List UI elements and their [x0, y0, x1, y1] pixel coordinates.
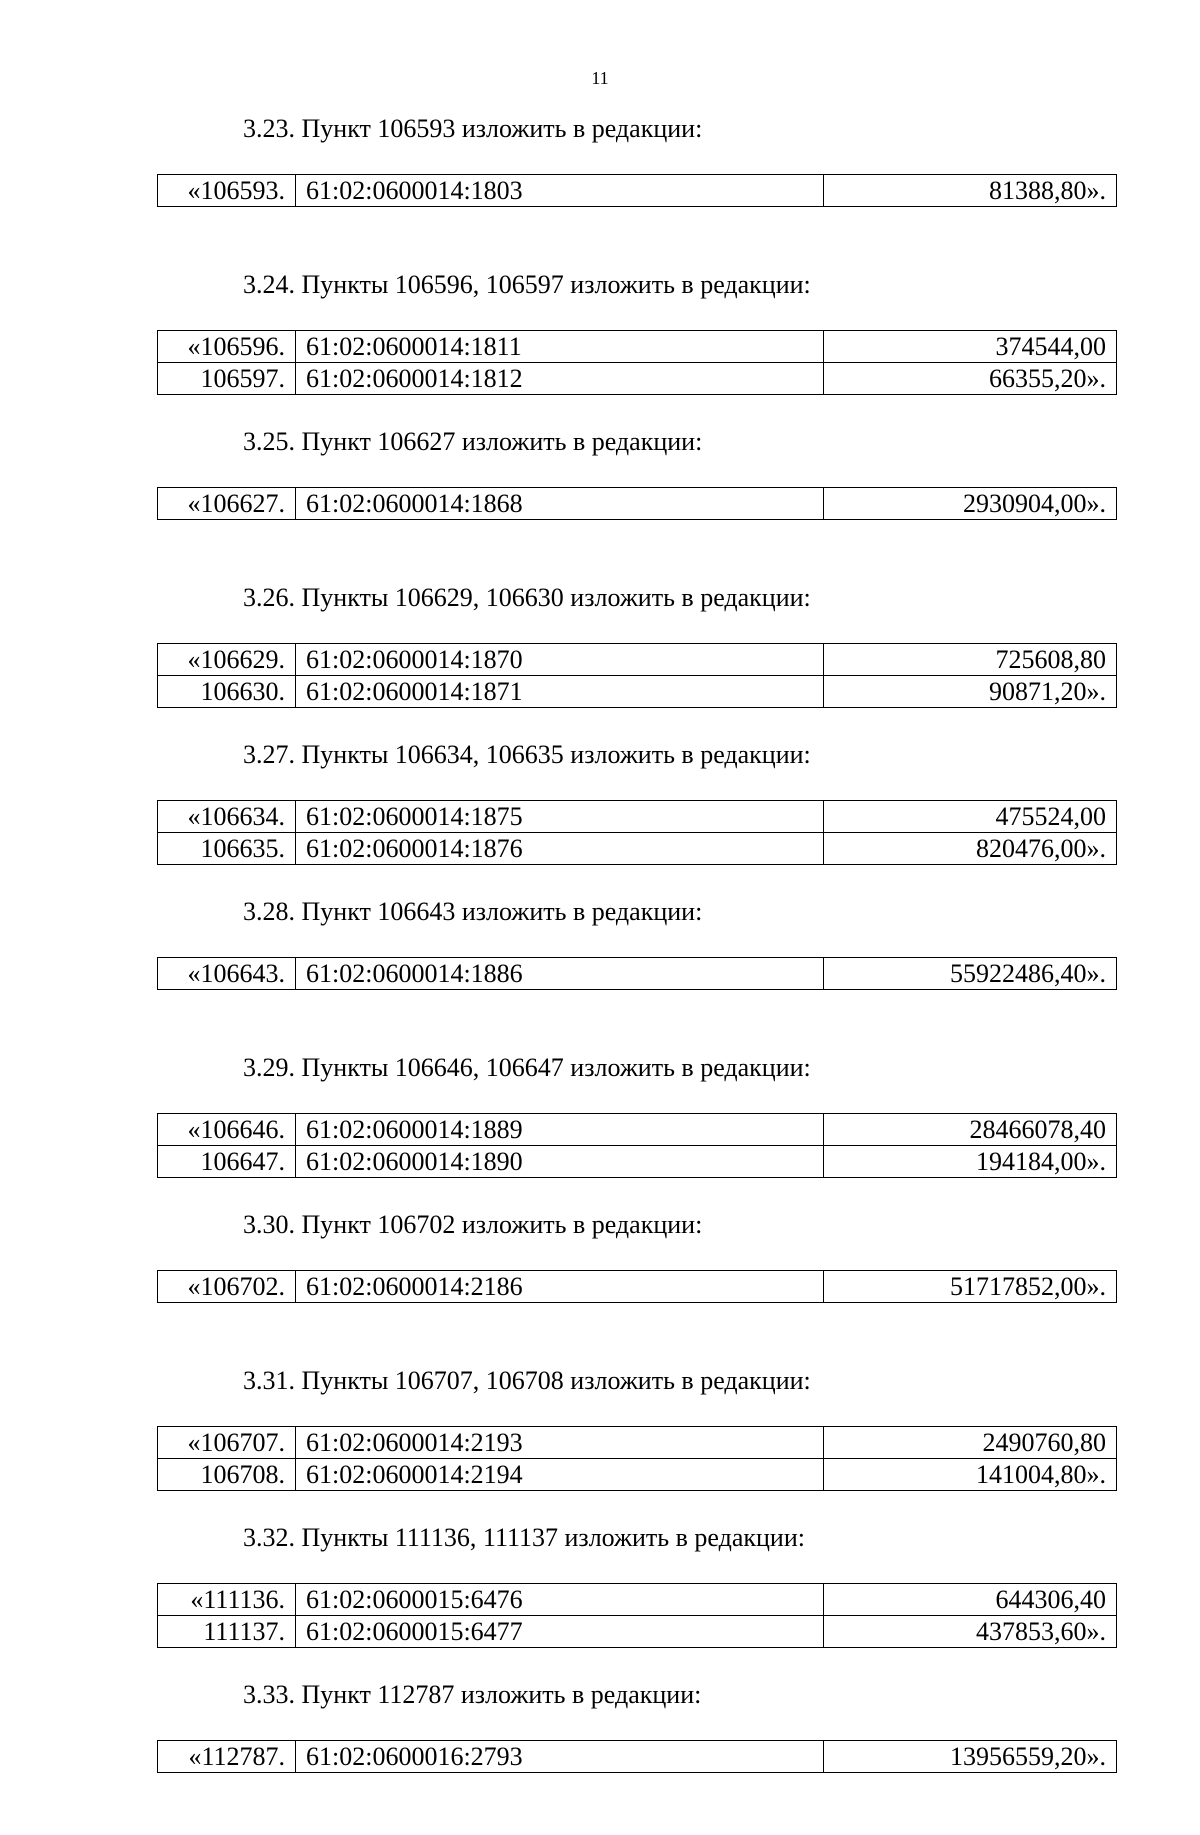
- amendment-section: [0, 269, 1200, 426]
- item-number-cell: «106629.: [158, 644, 296, 676]
- item-number-cell: «106593.: [158, 175, 296, 207]
- value-cell: 820476,00».: [824, 833, 1117, 865]
- amendment-table: [157, 800, 1117, 865]
- item-number-cell: «106707.: [158, 1427, 296, 1459]
- amendment-section: [0, 1209, 1200, 1365]
- value-cell: 475524,00: [824, 801, 1117, 833]
- value-cell: 90871,20».: [824, 676, 1117, 708]
- item-number-cell: «106643.: [158, 958, 296, 990]
- table-row: [158, 1271, 1117, 1303]
- item-number-cell: «111136.: [158, 1584, 296, 1616]
- amendment-section: [0, 113, 1200, 269]
- cadastral-number-cell: 61:02:0600014:2194: [296, 1459, 824, 1491]
- amendment-table: [157, 487, 1117, 520]
- item-number-cell: 106708.: [158, 1459, 296, 1491]
- amendment-section: [0, 1365, 1200, 1522]
- table-row: [158, 1584, 1117, 1616]
- value-cell: 194184,00».: [824, 1146, 1117, 1178]
- amendment-heading: 3.23. Пункт 106593 изложить в редакции:: [243, 114, 703, 143]
- cadastral-number-cell: 61:02:0600014:2193: [296, 1427, 824, 1459]
- amendment-heading: 3.32. Пункты 111136, 111137 изложить в редакции:: [243, 1523, 805, 1552]
- table-row: [158, 644, 1117, 676]
- amendment-table: [157, 1270, 1117, 1303]
- item-number-cell: «106634.: [158, 801, 296, 833]
- amendment-section: [0, 1522, 1200, 1679]
- table-row: [158, 1114, 1117, 1146]
- amendment-heading: 3.29. Пункты 106646, 106647 изложить в редакции:: [243, 1053, 811, 1082]
- amendment-section: [0, 1679, 1200, 1835]
- item-number-cell: 106630.: [158, 676, 296, 708]
- cadastral-number-cell: 61:02:0600014:1889: [296, 1114, 824, 1146]
- amendment-section: [0, 582, 1200, 739]
- value-cell: 2490760,80: [824, 1427, 1117, 1459]
- table-row: [158, 1741, 1117, 1773]
- cadastral-number-cell: 61:02:0600014:1875: [296, 801, 824, 833]
- value-cell: 2930904,00».: [824, 488, 1117, 520]
- item-number-cell: 106597.: [158, 363, 296, 395]
- table-row: [158, 175, 1117, 207]
- table-row: [158, 331, 1117, 363]
- value-cell: 437853,60».: [824, 1616, 1117, 1648]
- amendment-section: [0, 896, 1200, 1052]
- amendment-table: [157, 174, 1117, 207]
- amendment-heading: 3.27. Пункты 106634, 106635 изложить в редакции:: [243, 740, 811, 769]
- amendment-list: [0, 113, 1200, 1835]
- item-number-cell: «106596.: [158, 331, 296, 363]
- item-number-cell: «106702.: [158, 1271, 296, 1303]
- cadastral-number-cell: 61:02:0600014:1870: [296, 644, 824, 676]
- table-row: [158, 676, 1117, 708]
- item-number-cell: 106647.: [158, 1146, 296, 1178]
- table-row: [158, 1459, 1117, 1491]
- cadastral-number-cell: 61:02:0600014:1886: [296, 958, 824, 990]
- cadastral-number-cell: 61:02:0600014:1871: [296, 676, 824, 708]
- table-row: [158, 363, 1117, 395]
- amendment-section: [0, 1052, 1200, 1209]
- cadastral-number-cell: 61:02:0600015:6477: [296, 1616, 824, 1648]
- item-number-cell: 111137.: [158, 1616, 296, 1648]
- item-number-cell: «106627.: [158, 488, 296, 520]
- value-cell: 374544,00: [824, 331, 1117, 363]
- amendment-heading: 3.26. Пункты 106629, 106630 изложить в редакции:: [243, 583, 811, 612]
- cadastral-number-cell: 61:02:0600015:6476: [296, 1584, 824, 1616]
- cadastral-number-cell: 61:02:0600014:1890: [296, 1146, 824, 1178]
- amendment-section: [0, 739, 1200, 896]
- cadastral-number-cell: 61:02:0600016:2793: [296, 1741, 824, 1773]
- value-cell: 66355,20».: [824, 363, 1117, 395]
- value-cell: 28466078,40: [824, 1114, 1117, 1146]
- amendment-table: [157, 1740, 1117, 1773]
- item-number-cell: «106646.: [158, 1114, 296, 1146]
- page-number: 11: [591, 68, 609, 88]
- amendment-section: [0, 426, 1200, 582]
- amendment-heading: 3.30. Пункт 106702 изложить в редакции:: [243, 1210, 703, 1239]
- amendment-table: [157, 1113, 1117, 1178]
- amendment-heading: 3.31. Пункты 106707, 106708 изложить в редакции:: [243, 1366, 811, 1395]
- cadastral-number-cell: 61:02:0600014:2186: [296, 1271, 824, 1303]
- cadastral-number-cell: 61:02:0600014:1876: [296, 833, 824, 865]
- cadastral-number-cell: 61:02:0600014:1812: [296, 363, 824, 395]
- value-cell: 81388,80».: [824, 175, 1117, 207]
- table-row: [158, 1427, 1117, 1459]
- cadastral-number-cell: 61:02:0600014:1811: [296, 331, 824, 363]
- value-cell: 141004,80».: [824, 1459, 1117, 1491]
- value-cell: 55922486,40».: [824, 958, 1117, 990]
- amendment-heading: 3.24. Пункты 106596, 106597 изложить в редакции:: [243, 270, 811, 299]
- amendment-table: [157, 330, 1117, 395]
- table-row: [158, 1146, 1117, 1178]
- amendment-heading: 3.33. Пункт 112787 изложить в редакции:: [243, 1680, 702, 1709]
- value-cell: 725608,80: [824, 644, 1117, 676]
- table-row: [158, 488, 1117, 520]
- item-number-cell: «112787.: [158, 1741, 296, 1773]
- amendment-table: [157, 643, 1117, 708]
- amendment-table: [157, 1583, 1117, 1648]
- value-cell: 13956559,20».: [824, 1741, 1117, 1773]
- item-number-cell: 106635.: [158, 833, 296, 865]
- value-cell: 644306,40: [824, 1584, 1117, 1616]
- amendment-table: [157, 957, 1117, 990]
- amendment-heading: 3.25. Пункт 106627 изложить в редакции:: [243, 427, 703, 456]
- amendment-heading: 3.28. Пункт 106643 изложить в редакции:: [243, 897, 703, 926]
- table-row: [158, 1616, 1117, 1648]
- amendment-table: [157, 1426, 1117, 1491]
- table-row: [158, 801, 1117, 833]
- table-row: [158, 958, 1117, 990]
- value-cell: 51717852,00».: [824, 1271, 1117, 1303]
- table-row: [158, 833, 1117, 865]
- cadastral-number-cell: 61:02:0600014:1868: [296, 488, 824, 520]
- cadastral-number-cell: 61:02:0600014:1803: [296, 175, 824, 207]
